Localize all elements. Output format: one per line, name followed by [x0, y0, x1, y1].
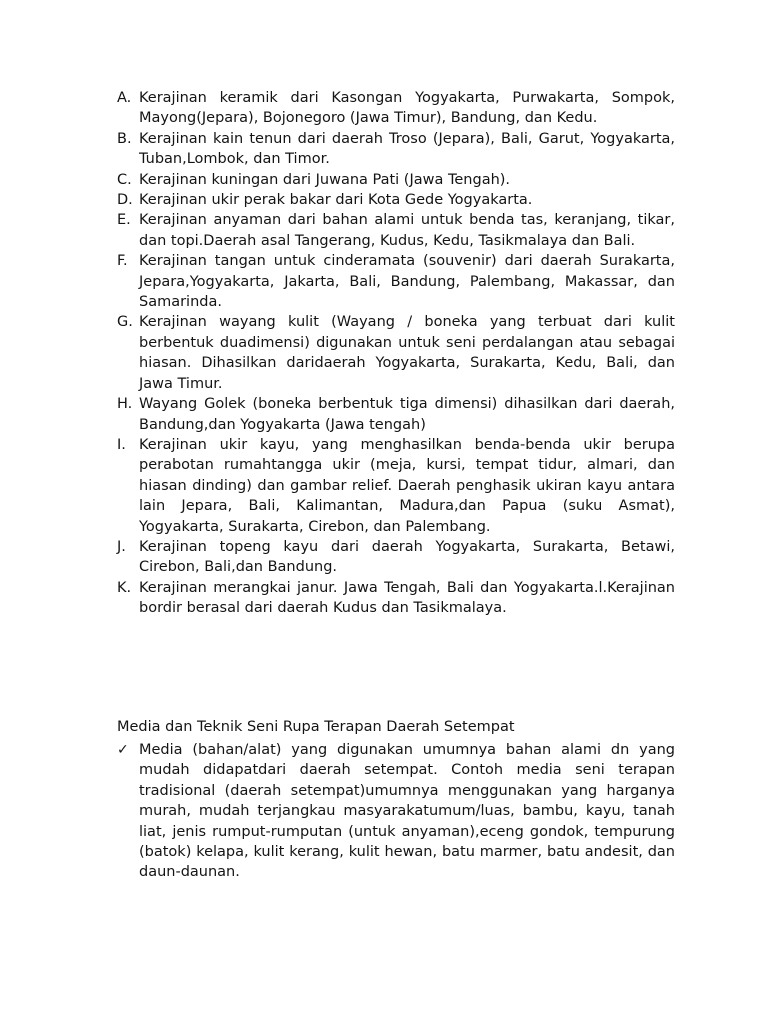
list-item	[117, 537, 675, 578]
list-marker: D.	[117, 192, 133, 209]
list-item-text: Wayang Golek (boneka berbentuk tiga dimensi) dihasilkan dari daerah, Bandung,dan Yogyakarta (Jawa tengah)	[139, 396, 675, 433]
list-item	[117, 190, 675, 210]
list-item-text: Kerajinan ukir perak bakar dari Kota Gede Yogyakarta.	[139, 192, 533, 209]
list-item-text: Kerajinan anyaman dari bahan alami untuk benda tas, keranjang, tikar, dan topi.Daerah asal Tangerang, Kudus, Kedu, Tasikmalaya dan Bali.	[139, 212, 675, 249]
list-marker: E.	[117, 212, 131, 229]
list-item-text: Kerajinan wayang kulit (Wayang / boneka yang terbuat dari kulit berbentuk duadimensi) digunakan untuk seni perdalangan atau sebagai hiasan. Dihasilkan daridaerah Yogyakarta, Surakarta, Kedu, Bali, dan Jawa Timur.	[139, 314, 675, 392]
list-item	[117, 394, 675, 435]
list-marker: C.	[117, 171, 132, 188]
list-marker: G.	[117, 314, 133, 331]
list-marker: K.	[117, 579, 132, 596]
list-item	[117, 312, 675, 394]
list-item-text: Kerajinan topeng kayu dari daerah Yogyakarta, Surakarta, Betawi, Cirebon, Bali,dan Bandung.	[139, 538, 675, 576]
craft-list	[117, 88, 675, 619]
section-heading: Media dan Teknik Seni Rupa Terapan Daerah Setempat	[117, 719, 515, 735]
list-item	[117, 251, 675, 312]
list-item-text: Kerajinan keramik dari Kasongan Yogyakarta, Purwakarta, Sompok, Mayong(Jepara), Bojonegoro (Jawa Timur), Bandung, dan Kedu.	[139, 90, 675, 127]
check-list-item	[117, 740, 675, 883]
check-item-text: Media (bahan/alat) yang digunakan umumnya bahan alami dn yang mudah didapatdari daerah setempat. Contoh media seni terapan tradisional (daerah setempat)umumnya menggunakan yang harganya murah, mudah terjangkau masyarakatumum/luas, bambu, kayu, tanah liat, jenis rumput-rumputan (untuk anyaman),eceng gondok, tempurung (batok) kelapa, kulit kerang, kulit hewan, batu marmer, batu andesit, dan daun-daunan.	[139, 742, 675, 881]
list-item	[117, 578, 675, 619]
list-item	[117, 210, 675, 251]
list-item	[117, 435, 675, 537]
list-item	[117, 129, 675, 170]
list-marker: F.	[117, 253, 128, 270]
list-item	[117, 170, 675, 190]
list-marker: B.	[117, 130, 132, 147]
list-marker: A.	[117, 90, 132, 106]
checkmark-icon: ✓	[117, 742, 129, 758]
list-item-text: Kerajinan kain tenun dari daerah Troso (Jepara), Bali, Garut, Yogyakarta, Tuban,Lombok, dan Timor.	[139, 130, 675, 168]
list-marker: I.	[117, 436, 126, 453]
list-item-text: Kerajinan merangkai janur. Jawa Tengah, Bali dan Yogyakarta.l.Kerajinan bordir berasal dari daerah Kudus dan Tasikmalaya.	[139, 579, 675, 617]
list-item-text: Kerajinan tangan untuk cinderamata (souvenir) dari daerah Surakarta, Jepara,Yogyakarta, Jakarta, Bali, Bandung, Palembang, Makassar, dan Samarinda.	[139, 253, 675, 311]
list-marker: J.	[117, 538, 126, 555]
list-item	[117, 88, 675, 129]
list-marker: H.	[117, 396, 133, 413]
list-item-text: Kerajinan kuningan dari Juwana Pati (Jawa Tengah).	[139, 171, 511, 188]
list-item-text: Kerajinan ukir kayu, yang menghasilkan benda-benda ukir berupa perabotan rumahtangga ukir (meja, kursi, tempat tidur, almari, dan hiasan dinding) dan gambar relief. Daerah penghasik ukiran kayu antara lain Jepara, Bali, Kalimantan, Madura,dan Papua (suku Asmat), Yogyakarta, Surakarta, Cirebon, dan Palembang.	[139, 436, 675, 535]
